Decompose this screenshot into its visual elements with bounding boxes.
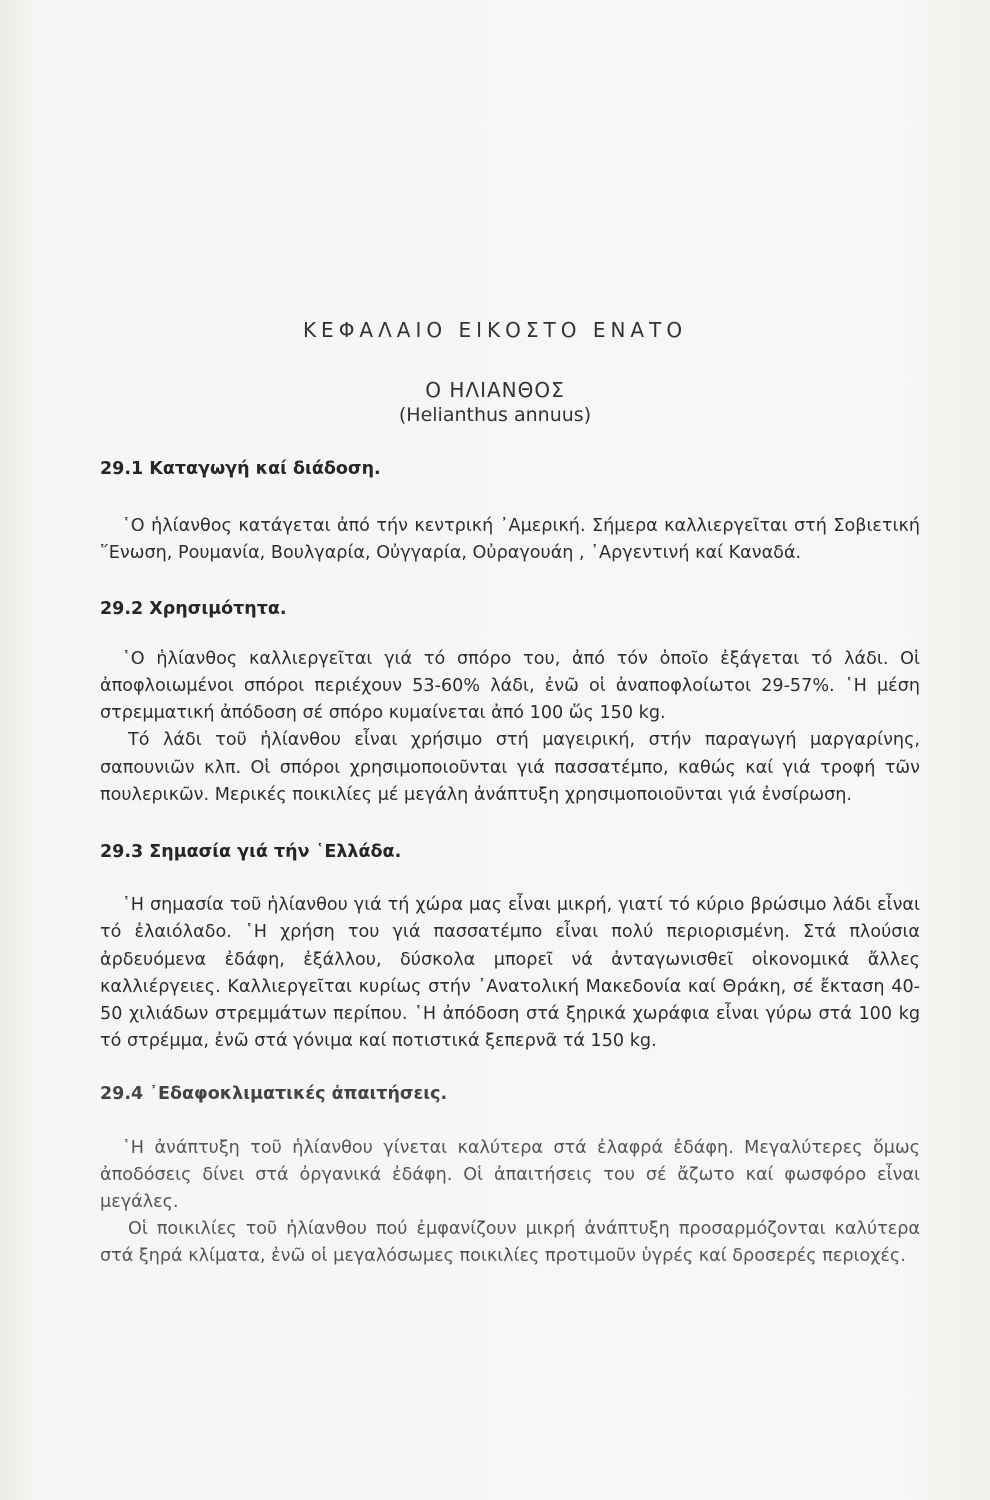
section-29-1 — [100, 456, 920, 568]
document-body — [100, 456, 920, 1271]
paragraph: ῾Η ἀνάπτυξη τοῦ ἡλίανθου γίνεται καλύτερα στά ἐλαφρά ἐδάφη. Μεγαλύτερες ὅμως ἀποδόσεις δίνει στά ὀργανικά ἐδάφη. Οἱ ἀπαιτήσεις του σέ ἄζωτο καί φωσφόρο εἶναι μεγάλες. — [100, 1137, 920, 1213]
section-title: Σημασία γιά τήν ῾Ελλάδα. — [149, 842, 402, 863]
section-title: Καταγωγή καί διάδοση. — [149, 459, 381, 479]
section-29-4 — [100, 1081, 920, 1270]
paragraph: ῾Ο ἡλίανθος καλλιεργεῖται γιά τό σπόρο του, ἀπό τόν ὁποῖο ἐξάγεται τό λάδι. Οἱ ἀποφλοιωμένοι σπόροι περιέχουν 53-60% λάδι, ἐνῶ οἱ ἀναποφλοίωτοι 29-57%. ῾Η μέση στρεμματική ἀπόδοση σέ σπόρο κυμαίνεται ἀπό 100 ὥς 150 kg. — [100, 648, 920, 724]
page-title: Ο ΗΛΙΑΝΘΟΣ — [425, 378, 565, 402]
section-heading — [100, 1081, 920, 1108]
section-heading — [100, 839, 920, 866]
paragraph: ῾Η σημασία τοῦ ἡλίανθου γιά τή χώρα μας εἶναι μικρή, γιατί τό κύριο βρώσιμο λάδι εἶναι τό ἐλαιόλαδο. ῾Η χρήση του γιά πασσατέμπο εἶναι πολύ περιορισμένη. Στά πλούσια ἀρδευόμενα ἐδάφη, ἐξάλλου, δύσκολα μπορεῖ νά ἀνταγωνισθεῖ οἰκονομικά ἄλλες καλλιέργειες. Καλλιεργεῖται κυρίως στήν ᾿Ανατολική Μακεδονία καί Θράκη, σέ ἔκταση 40-50 χιλιάδων στρεμμάτων περίπου. ῾Η ἀπόδοση στά ξηρικά χωράφια εἶναι γύρω στά 100 kg τό στρέμμα, ἐνῶ στά γόνιμα καί ποτιστικά ξεπερνᾶ τά 150 kg. — [100, 895, 920, 1052]
paragraph: Τό λάδι τοῦ ἡλίανθου εἶναι χρήσιμο στή μαγειρική, στήν παραγωγή μαργαρίνης, σαπουνιῶν κλπ. Οἱ σπόροι χρησιμοποιοῦνται γιά πασσατέμπο, καθώς καί γιά τροφή τῶν πουλερικῶν. Μερικές ποικιλίες μέ μεγάλη ἀνάπτυξη χρησιμοποιοῦνται γιά ἐνσίρωση. — [100, 730, 920, 805]
chapter-label: ΚΕΦΑΛΑΙΟ ΕΙΚΟΣΤΟ ΕΝΑΤΟ — [302, 318, 688, 342]
section-heading — [100, 596, 920, 623]
section-29-2 — [100, 596, 920, 809]
paragraph: Οἱ ποικιλίες τοῦ ἡλίανθου πού ἐμφανίζουν μικρή ἀνάπτυξη προσαρμόζονται καλύτερα στά ξηρά κλίματα, ἐνῶ οἱ μεγαλόσωμες ποικιλίες προτιμοῦν ὑγρές καί δροσερές περιοχές. — [100, 1219, 920, 1267]
section-title: Χρησιμότητα. — [149, 598, 287, 619]
section-29-3 — [100, 839, 920, 1055]
section-number: 29.1 — [100, 459, 144, 479]
section-number: 29.2 — [100, 598, 144, 619]
section-heading — [100, 456, 920, 483]
page-subtitle: (Helianthus annuus) — [398, 404, 592, 426]
paragraph: ῾Ο ἡλίανθος κατάγεται ἀπό τήν κεντρική ᾿Αμερική. Σήμερα καλλιεργεῖται στή Σοβιετική ῞Ενωση, Ρουμανία, Βουλγαρία, Οὐγγαρία, Οὐραγουάη , ᾿Αργεντινή καί Καναδά. — [100, 516, 920, 564]
section-number: 29.3 — [100, 842, 144, 863]
section-title: ᾿Εδαφοκλιματικές ἀπαιτήσεις. — [149, 1084, 448, 1105]
section-number: 29.4 — [100, 1084, 144, 1105]
